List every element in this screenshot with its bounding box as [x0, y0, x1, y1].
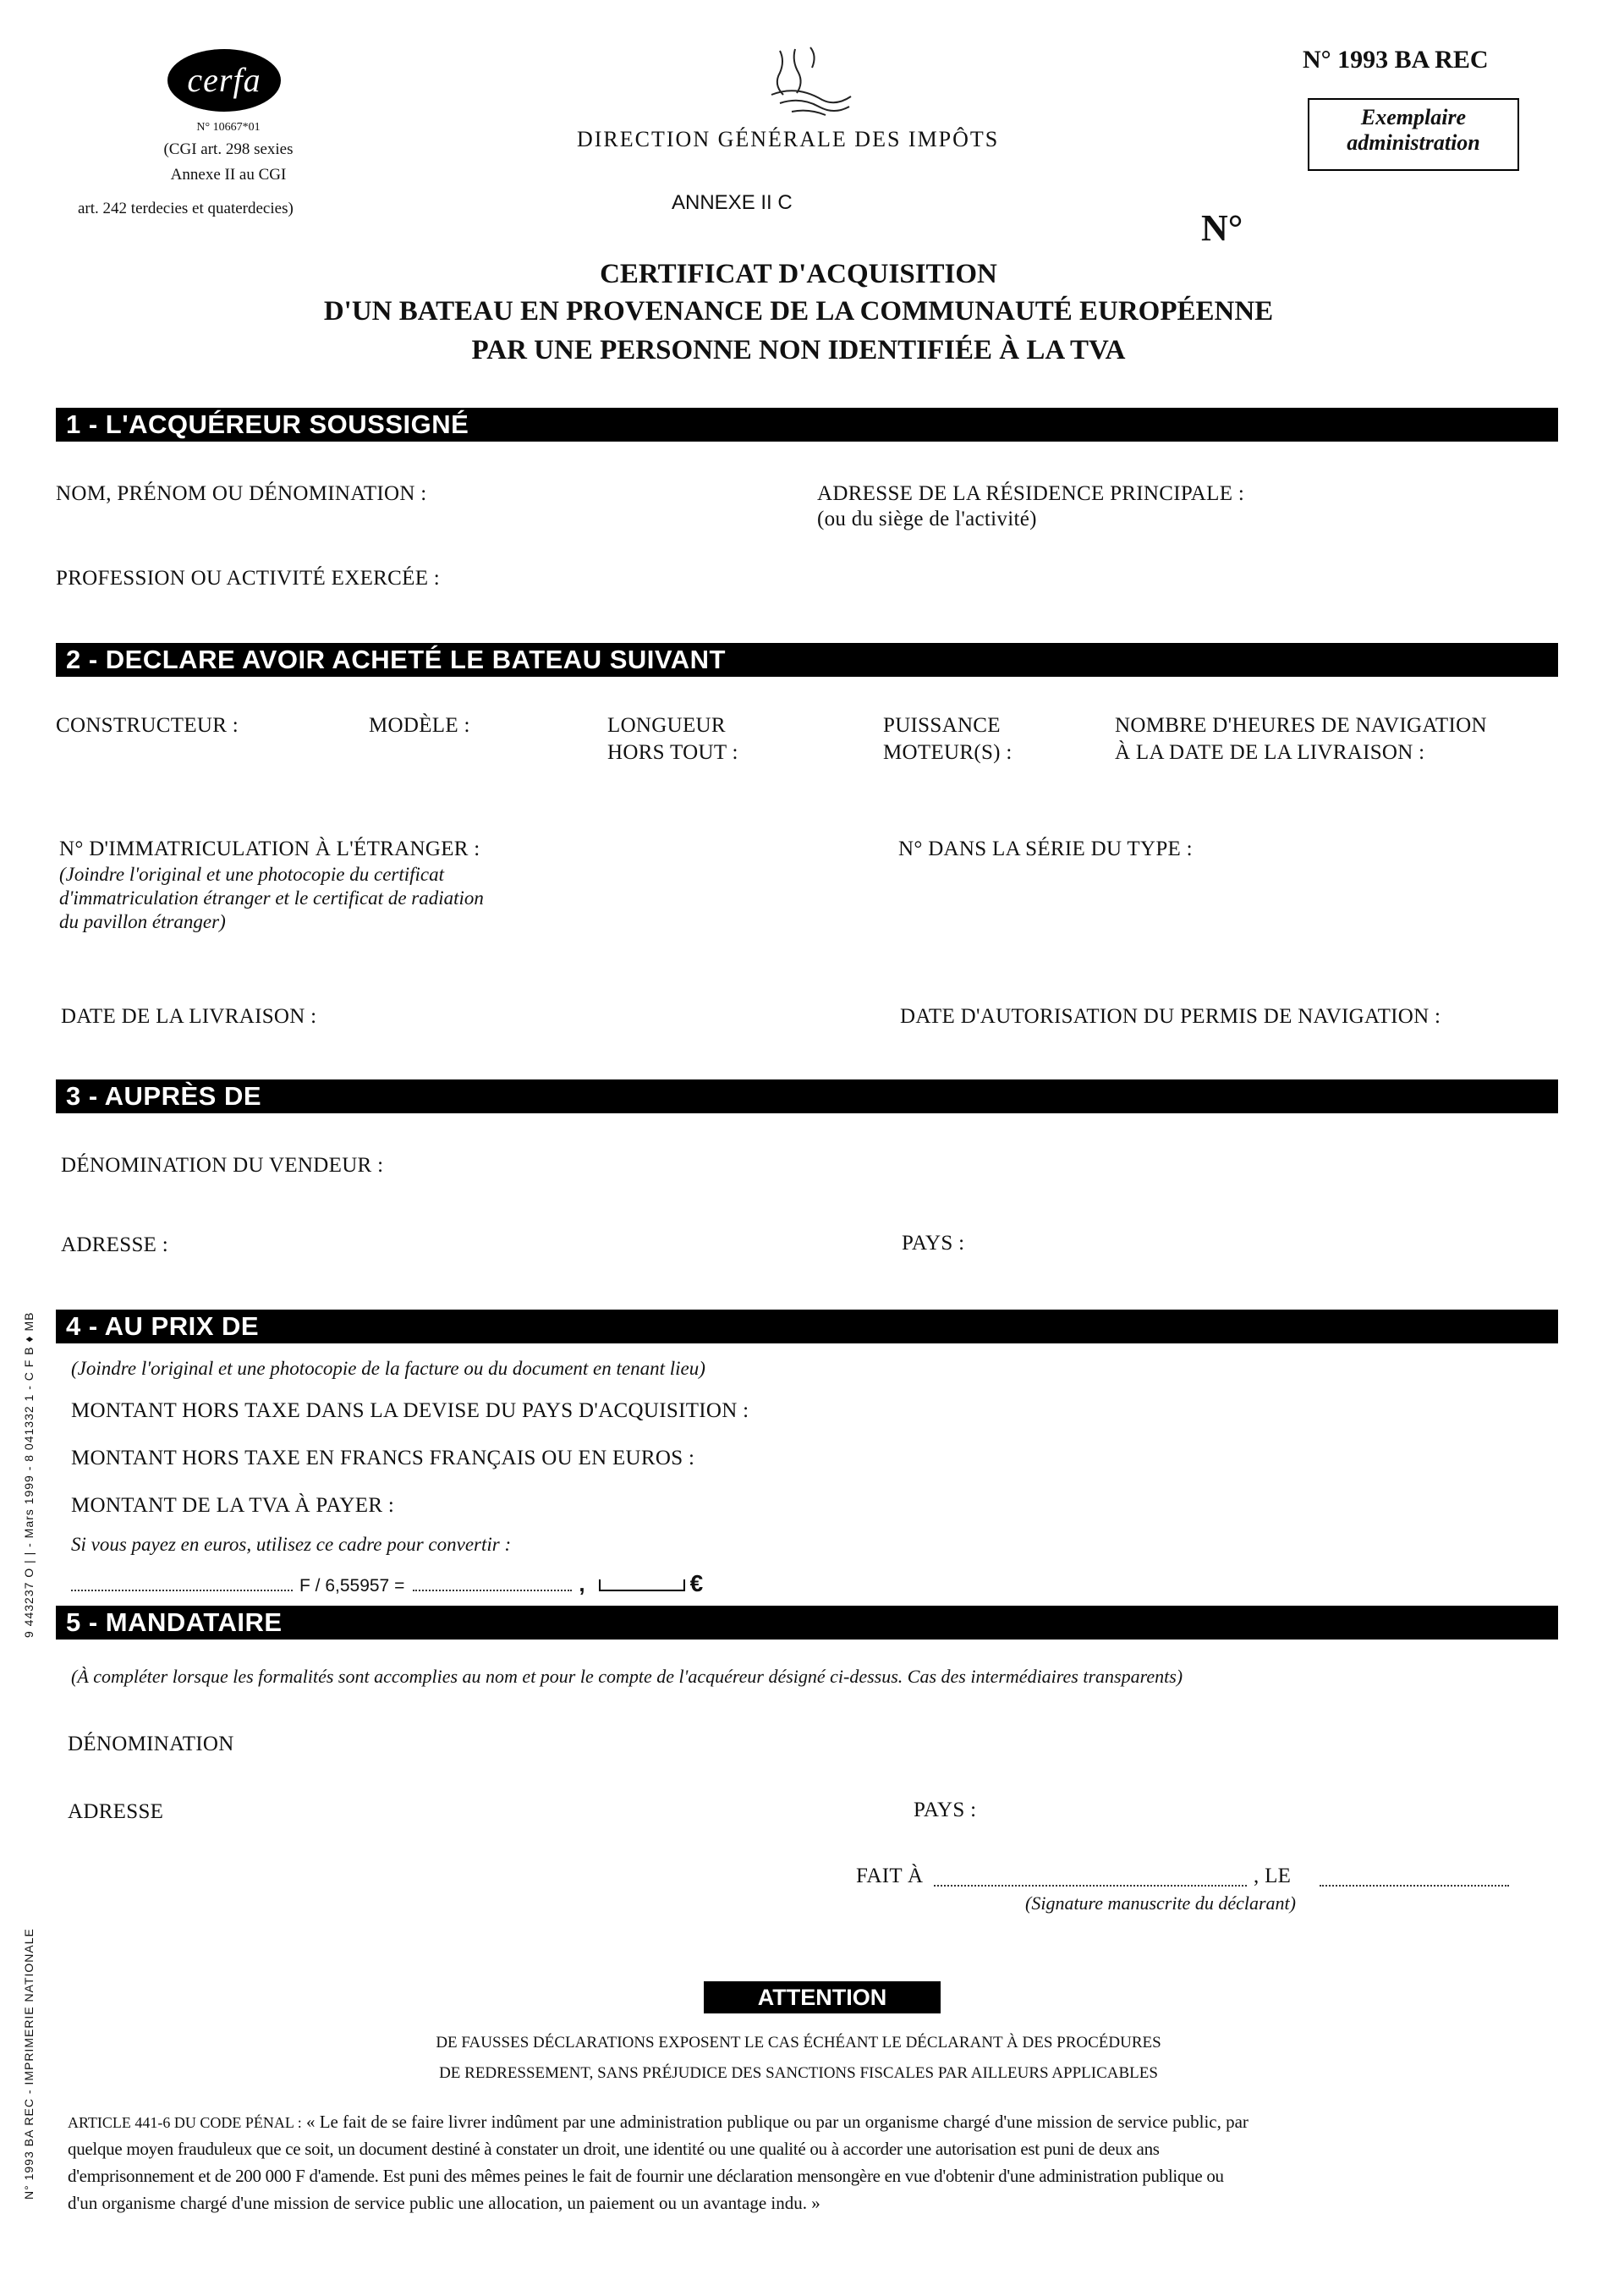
date-le-label: , LE [1254, 1865, 1292, 1887]
article-line2: quelque moyen frauduleux que ce soit, un document destiné à constater un droit, une identité ou une qualité ou à accorder une autorisation est puni de deux ans [68, 2139, 1160, 2159]
immatriculation-note-l3: du pavillon étranger) [59, 911, 226, 932]
cgi-ref-line3: art. 242 terdecies et quaterdecies) [78, 200, 294, 217]
autorisation-label: DATE D'AUTORISATION DU PERMIS DE NAVIGATION : [900, 1005, 1441, 1028]
section2-heading: 2 - DECLARE AVOIR ACHETÉ LE BATEAU SUIVANT [56, 643, 1558, 677]
mandataire-pays-label: PAYS : [914, 1799, 977, 1821]
longueur-label-l1: LONGUEUR [607, 714, 726, 737]
euro-symbol: € [689, 1570, 704, 1596]
article-line3: d'emprisonnement et de 200 000 F d'amende. Est puni des mêmes peines le fait de fournir une déclaration mensongère en vue d'obtenir d'une administration publique ou [68, 2166, 1224, 2186]
heures-label-l1: NOMBRE D'HEURES DE NAVIGATION [1115, 714, 1487, 737]
section1-heading: 1 - L'ACQUÉREUR SOUSSIGNÉ [56, 408, 1558, 442]
attention-line2: DE REDRESSEMENT, SANS PRÉJUDICE DES SANCTIONS FISCALES PAR AILLEURS APPLICABLES [439, 2064, 1158, 2082]
euro-convert-note: Si vous payez en euros, utilisez ce cadre pour convertir : [71, 1534, 512, 1555]
euro-converter [71, 1570, 703, 1596]
article-ref: ARTICLE 441-6 DU CODE PÉNAL : [68, 2114, 302, 2131]
attention-line1: DE FAUSSES DÉCLARATIONS EXPOSENT LE CAS ÉCHÉANT LE DÉCLARANT À DES PROCÉDURES [436, 2034, 1161, 2052]
attention-heading-text: ATTENTION [757, 1985, 887, 2010]
heures-label-l2: À LA DATE DE LA LIVRAISON : [1115, 741, 1425, 764]
vendeur-adresse-label: ADRESSE : [61, 1233, 169, 1256]
copy-label-box [1308, 98, 1519, 171]
address-label: ADRESSE DE LA RÉSIDENCE PRINCIPALE : [817, 482, 1245, 505]
vendeur-pays-label: PAYS : [902, 1232, 965, 1255]
euro-amount-field[interactable] [413, 1574, 572, 1591]
puissance-label-l1: PUISSANCE [883, 714, 1001, 737]
fait-a-field[interactable] [934, 1873, 1247, 1887]
cerfa-logo [167, 49, 281, 112]
immatriculation-note-l2: d'immatriculation étranger et le certificat de radiation [59, 887, 484, 909]
printer-credit: N° 1993 BA REC - IMPRIMERIE NATIONALE [22, 1928, 36, 2200]
montant-francs-label: MONTANT HORS TAXE EN FRANCS FRANÇAIS OU EN EUROS : [71, 1447, 695, 1469]
cgi-ref-line2: Annexe II au CGI [170, 166, 287, 184]
mandataire-note: (À compléter lorsque les formalités sont accomplies au nom et pour le compte de l'acquéreur désigné ci-dessus. Cas des intermédiaires transparents) [71, 1666, 1183, 1687]
attention-heading [704, 1981, 941, 2013]
authority-name: DIRECTION GÉNÉRALE DES IMPÔTS [577, 127, 1000, 151]
prix-note: (Joindre l'original et une photocopie de la facture ou du document en tenant lieu) [71, 1358, 705, 1379]
copy-label-line1: Exemplaire [1360, 105, 1467, 129]
article-line4: d'un organisme chargé d'une mission de service public une allocation, un paiement ou un avantage indu. » [68, 2193, 820, 2213]
section4-heading: 4 - AU PRIX DE [56, 1310, 1558, 1343]
decimal-comma: , [579, 1571, 585, 1596]
date-field[interactable] [1320, 1873, 1509, 1887]
montant-tva-label: MONTANT DE LA TVA À PAYER : [71, 1494, 395, 1517]
section5-heading: 5 - MANDATAIRE [56, 1606, 1558, 1640]
modele-label: MODÈLE : [369, 714, 470, 737]
montant-devise-label: MONTANT HORS TAXE DANS LA DEVISE DU PAYS D'ACQUISITION : [71, 1399, 749, 1422]
article-line1 [68, 2112, 1582, 2133]
vendeur-label: DÉNOMINATION DU VENDEUR : [61, 1154, 384, 1177]
article-text-l1: « Le fait de se faire livrer indûment par une administration publique ou par un organisme chargé d'une mission de service public, par [305, 2112, 1249, 2132]
print-reference: 9 443237 O | | - Mars 1999 - 8 041332 1 - C F B ♦ MB [22, 1311, 36, 1638]
signature-note: (Signature manuscrite du déclarant) [1025, 1892, 1296, 1914]
fait-a-label: FAIT À [856, 1865, 924, 1887]
euro-cents-box[interactable] [599, 1579, 685, 1591]
mandataire-adresse-label: ADRESSE [68, 1800, 164, 1823]
cerfa-logo-text: cerfa [187, 61, 261, 99]
profession-label: PROFESSION OU ACTIVITÉ EXERCÉE : [56, 567, 441, 590]
immatriculation-label: N° D'IMMATRICULATION À L'ÉTRANGER : [59, 838, 480, 860]
longueur-label-l2: HORS TOUT : [607, 741, 738, 764]
mandataire-denomination-label: DÉNOMINATION [68, 1733, 234, 1755]
section3-heading: 3 - AUPRÈS DE [56, 1079, 1558, 1113]
francs-amount-field[interactable] [71, 1574, 293, 1591]
puissance-label-l2: MOTEUR(S) : [883, 741, 1013, 764]
address-note: (ou du siège de l'activité) [817, 508, 1037, 530]
marianne-emblem-icon [763, 44, 858, 120]
form-number: N° 1993 BA REC [1303, 46, 1489, 74]
cgi-ref-line1: (CGI art. 298 sexies [163, 140, 294, 158]
copy-label-line2: administration [1347, 130, 1480, 155]
livraison-label: DATE DE LA LIVRAISON : [61, 1005, 317, 1028]
title-line3: PAR UNE PERSONNE NON IDENTIFIÉE À LA TVA [471, 335, 1126, 365]
title-line2: D'UN BATEAU EN PROVENANCE DE LA COMMUNAUTÉ EUROPÉENNE [323, 296, 1274, 327]
serie-label: N° DANS LA SÉRIE DU TYPE : [898, 838, 1193, 860]
name-label: NOM, PRÉNOM OU DÉNOMINATION : [56, 482, 427, 505]
constructeur-label: CONSTRUCTEUR : [56, 714, 239, 737]
form-number-label: N° [1201, 207, 1243, 249]
cerfa-number: N° 10667*01 [196, 121, 261, 134]
immatriculation-note-l1: (Joindre l'original et une photocopie du certificat [59, 864, 445, 885]
conversion-text: F / 6,55957 = [299, 1576, 405, 1596]
annex-label: ANNEXE II C [672, 191, 793, 214]
title-line1: CERTIFICAT D'ACQUISITION [600, 259, 997, 289]
